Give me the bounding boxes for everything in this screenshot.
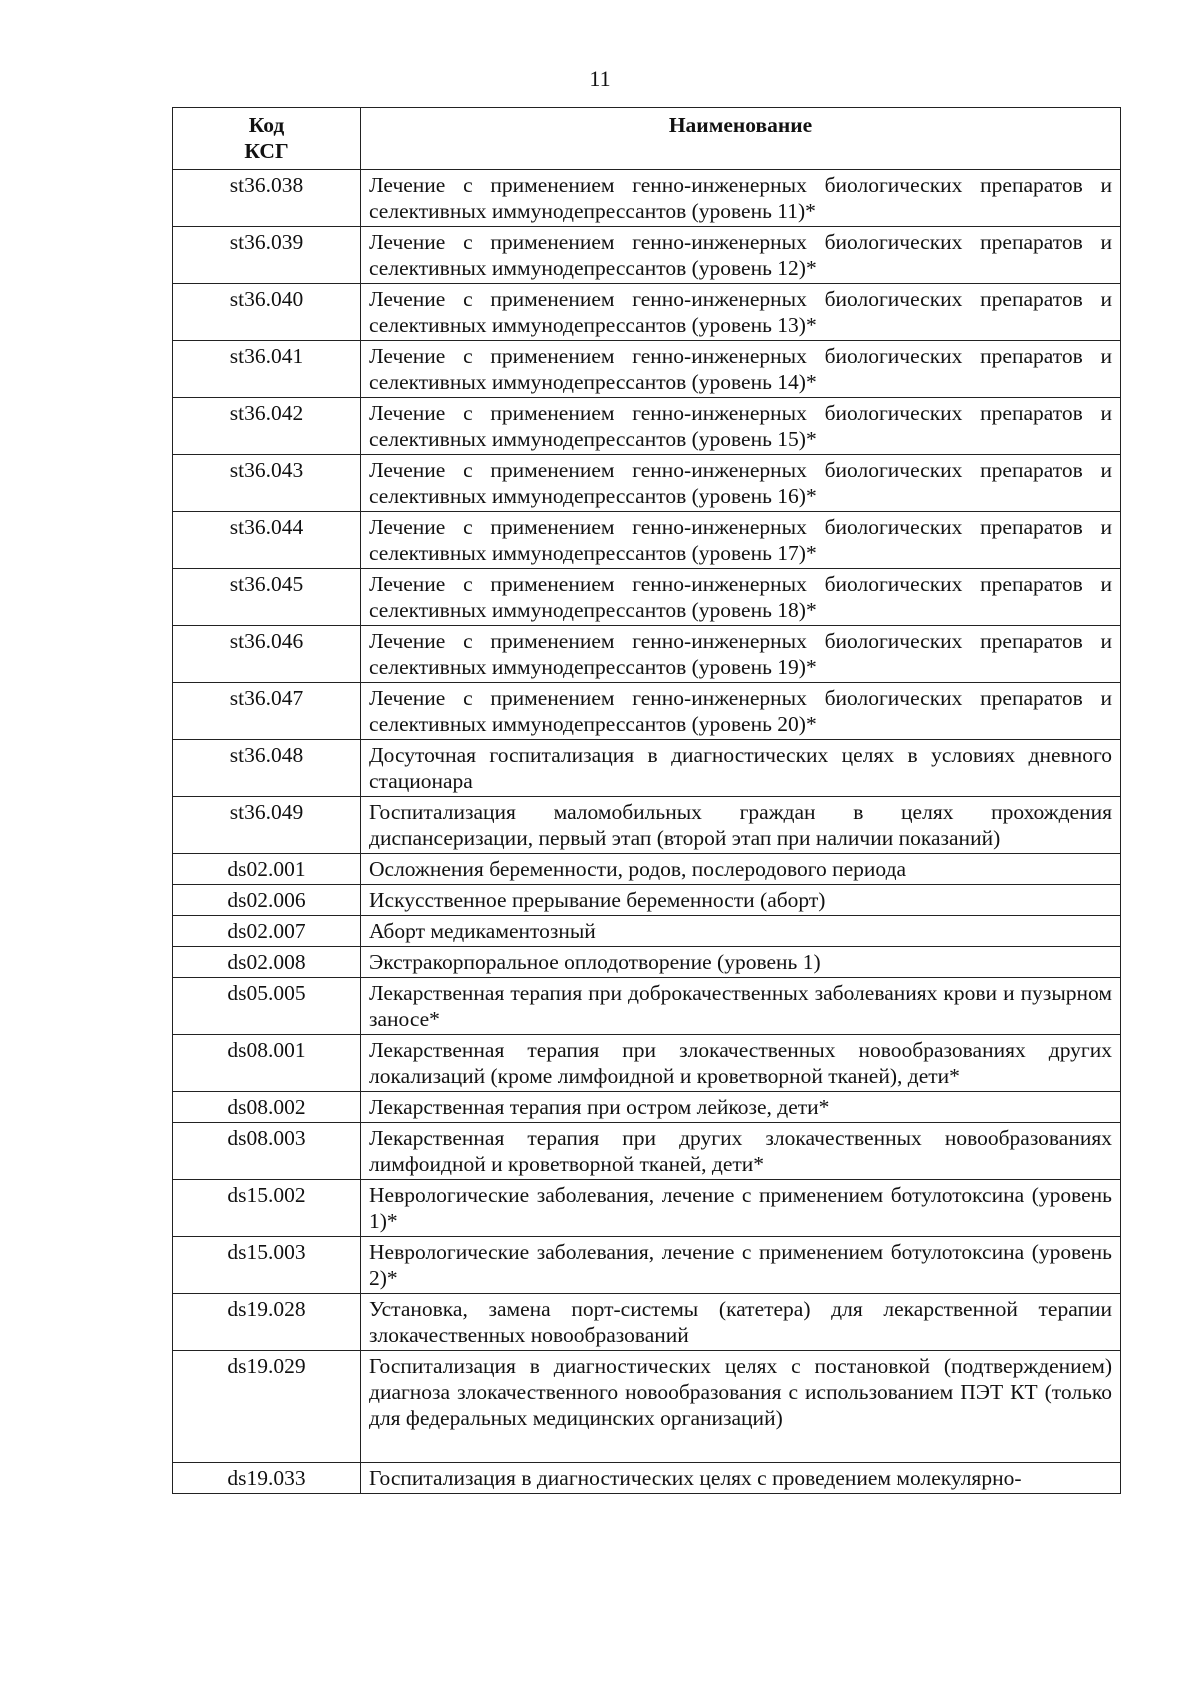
ksg-code-cell: ds02.001 [173,854,361,885]
ksg-code-cell: st36.047 [173,683,361,740]
ksg-name-cell: Установка, замена порт-системы (катетера) для лекарственной терапии злокачественных новообразований [361,1294,1121,1351]
ksg-name-cell: Лечение с применением генно-инженерных биологических препаратов и селективных иммунодепрессантов (уровень 17)* [361,512,1121,569]
ksg-name-cell: Лекарственная терапия при остром лейкозе, дети* [361,1092,1121,1123]
ksg-name-cell: Лечение с применением генно-инженерных биологических препаратов и селективных иммунодепрессантов (уровень 20)* [361,683,1121,740]
ksg-name-cell: Досуточная госпитализация в диагностических целях в условиях дневного стационара [361,740,1121,797]
name-column-header: Наименование [361,108,1121,170]
ksg-name-cell: Аборт медикаментозный [361,916,1121,947]
ksg-name-cell: Лекарственная терапия при доброкачественных заболеваниях крови и пузырном заносе* [361,978,1121,1035]
table-row [173,227,1121,284]
table-row [173,1237,1121,1294]
code-column-header [173,108,361,170]
table-row [173,978,1121,1035]
table-row [173,569,1121,626]
ksg-code-cell: ds15.003 [173,1237,361,1294]
table-row [173,797,1121,854]
page-number: 11 [589,66,611,91]
ksg-code-cell: st36.041 [173,341,361,398]
ksg-code-cell: st36.048 [173,740,361,797]
ksg-name-cell: Неврологические заболевания, лечение с применением ботулотоксина (уровень 2)* [361,1237,1121,1294]
ksg-code-cell: ds02.007 [173,916,361,947]
ksg-name-cell: Искусственное прерывание беременности (аборт) [361,885,1121,916]
ksg-name-cell: Лечение с применением генно-инженерных биологических препаратов и селективных иммунодепрессантов (уровень 19)* [361,626,1121,683]
table-row [173,1351,1121,1463]
table-row [173,1180,1121,1237]
ksg-name-cell: Лекарственная терапия при злокачественных новообразованиях других локализаций (кроме лимфоидной и кроветворной тканей), дети* [361,1035,1121,1092]
table-row [173,1035,1121,1092]
ksg-code-cell: st36.044 [173,512,361,569]
ksg-name-cell: Госпитализация в диагностических целях с постановкой (подтверждением) диагноза злокачественного новообразования с использованием ПЭТ КТ (только для федеральных медицинских организаций) [361,1351,1121,1463]
ksg-code-cell: st36.040 [173,284,361,341]
table-row [173,1294,1121,1351]
ksg-code-cell: st36.049 [173,797,361,854]
table-row [173,1092,1121,1123]
header-row [173,108,1121,170]
ksg-name-cell: Госпитализация в диагностических целях с проведением молекулярно- [361,1463,1121,1494]
table-row [173,626,1121,683]
table-row [173,916,1121,947]
table-row [173,947,1121,978]
ksg-code-cell: ds15.002 [173,1180,361,1237]
ksg-code-cell: ds19.028 [173,1294,361,1351]
ksg-code-cell: ds08.001 [173,1035,361,1092]
code-header-line2: КСГ [244,139,289,163]
ksg-code-cell: st36.043 [173,455,361,512]
table-row [173,284,1121,341]
table-row [173,341,1121,398]
table-header [173,108,1121,170]
ksg-code-cell: st36.046 [173,626,361,683]
ksg-code-cell: st36.042 [173,398,361,455]
ksg-code-cell: ds05.005 [173,978,361,1035]
ksg-code-cell: ds08.003 [173,1123,361,1180]
table-row [173,455,1121,512]
ksg-name-cell: Лечение с применением генно-инженерных биологических препаратов и селективных иммунодепрессантов (уровень 18)* [361,569,1121,626]
ksg-table-container [172,107,1120,1494]
ksg-name-cell: Лечение с применением генно-инженерных биологических препаратов и селективных иммунодепрессантов (уровень 13)* [361,284,1121,341]
ksg-code-cell: ds02.008 [173,947,361,978]
code-header-line1: Код [248,113,285,137]
ksg-code-cell: st36.038 [173,170,361,227]
ksg-code-cell: st36.039 [173,227,361,284]
ksg-name-cell: Осложнения беременности, родов, послеродового периода [361,854,1121,885]
ksg-name-cell: Лечение с применением генно-инженерных биологических препаратов и селективных иммунодепрессантов (уровень 14)* [361,341,1121,398]
ksg-code-cell: st36.045 [173,569,361,626]
table-row [173,1123,1121,1180]
table-row [173,683,1121,740]
ksg-code-cell: ds02.006 [173,885,361,916]
table-body [173,170,1121,1494]
ksg-name-cell: Экстракорпоральное оплодотворение (уровень 1) [361,947,1121,978]
ksg-name-cell: Лекарственная терапия при других злокачественных новообразованиях лимфоидной и кроветворной тканей, дети* [361,1123,1121,1180]
ksg-name-cell: Лечение с применением генно-инженерных биологических препаратов и селективных иммунодепрессантов (уровень 15)* [361,398,1121,455]
ksg-name-cell: Госпитализация маломобильных граждан в целях прохождения диспансеризации, первый этап (второй этап при наличии показаний) [361,797,1121,854]
table-row [173,854,1121,885]
ksg-name-cell: Лечение с применением генно-инженерных биологических препаратов и селективных иммунодепрессантов (уровень 12)* [361,227,1121,284]
ksg-table [172,107,1121,1494]
table-row [173,740,1121,797]
table-row [173,1463,1121,1494]
ksg-name-cell: Неврологические заболевания, лечение с применением ботулотоксина (уровень 1)* [361,1180,1121,1237]
ksg-name-cell: Лечение с применением генно-инженерных биологических препаратов и селективных иммунодепрессантов (уровень 11)* [361,170,1121,227]
table-row [173,170,1121,227]
ksg-code-cell: ds19.029 [173,1351,361,1463]
ksg-code-cell: ds08.002 [173,1092,361,1123]
table-row [173,512,1121,569]
ksg-code-cell: ds19.033 [173,1463,361,1494]
table-row [173,885,1121,916]
table-row [173,398,1121,455]
ksg-name-cell: Лечение с применением генно-инженерных биологических препаратов и селективных иммунодепрессантов (уровень 16)* [361,455,1121,512]
